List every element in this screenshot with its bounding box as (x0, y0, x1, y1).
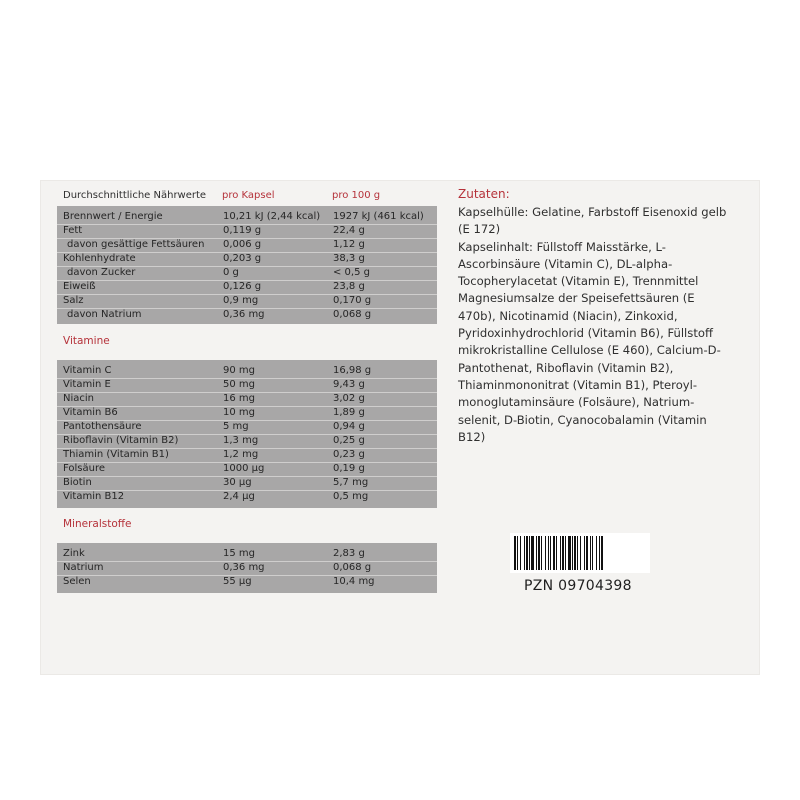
row-per-capsule: 0,006 g (223, 239, 262, 250)
row-per-100g: 0,94 g (333, 421, 365, 432)
barcode-bar (524, 536, 525, 570)
row-per-capsule: 0,126 g (223, 281, 262, 292)
row-per-capsule: 0,36 mg (223, 309, 265, 320)
row-per-capsule: 0,119 g (223, 225, 262, 236)
row-per-capsule: 5 mg (223, 421, 249, 432)
ingredients-title: Zutaten: (458, 187, 510, 201)
barcode-bar (529, 536, 530, 570)
barcode-bar (572, 536, 573, 570)
row-per-capsule: 2,4 µg (223, 491, 255, 502)
row-name: Natrium (63, 562, 104, 573)
minerals-table (57, 543, 437, 593)
row-per-100g: 9,43 g (333, 379, 365, 390)
barcode-bar (560, 536, 561, 570)
row-per-100g: 0,170 g (333, 295, 372, 306)
row-per-100g: 23,8 g (333, 281, 365, 292)
barcode-bar (590, 536, 591, 570)
per-100g-header: pro 100 g (332, 190, 381, 201)
barcode-bar (565, 536, 566, 570)
barcode-bar (580, 536, 581, 570)
row-per-100g: 2,83 g (333, 548, 365, 559)
barcode-bar (541, 536, 542, 570)
row-per-capsule: 1000 µg (223, 463, 265, 474)
row-per-100g: 22,4 g (333, 225, 365, 236)
barcode-bar (545, 536, 546, 570)
row-name: Vitamin E (63, 379, 111, 390)
row-per-capsule: 0,203 g (223, 253, 262, 264)
vitamins-title: Vitamine (63, 335, 110, 347)
barcode-bar (596, 536, 597, 570)
per-capsule-header: pro Kapsel (222, 190, 275, 201)
row-name: Selen (63, 576, 91, 587)
ingredients-shell: Kapselhülle: Gelatine, Farbstoff Eisenoxid gelb (E 172) (458, 205, 727, 237)
row-per-100g: 5,7 mg (333, 477, 369, 488)
barcode-bar (550, 536, 551, 570)
barcode-bar (517, 536, 518, 570)
barcode-bar (599, 536, 600, 570)
nutrition-header-label: Durchschnittliche Nährwerte (63, 190, 207, 201)
barcode-bar (574, 536, 576, 570)
row-per-100g: < 0,5 g (333, 267, 370, 278)
row-per-100g: 0,19 g (333, 463, 365, 474)
barcode-bar (526, 536, 528, 570)
row-per-capsule: 10,21 kJ (2,44 kcal) (223, 211, 321, 222)
row-name: Vitamin C (63, 365, 112, 376)
row-name: Brennwert / Energie (63, 211, 163, 222)
row-per-100g: 1,89 g (333, 407, 365, 418)
row-name: Niacin (63, 393, 95, 404)
barcode-bar (514, 536, 516, 570)
row-name: Kohlenhydrate (63, 253, 136, 264)
row-name: davon Zucker (67, 267, 136, 278)
row-per-100g: 38,3 g (333, 253, 365, 264)
row-name: davon Natrium (67, 309, 142, 320)
barcode-bar (592, 536, 593, 570)
ingredients-content: Kapselinhalt: Füllstoff Maisstärke, L-Ascorbinsäure (Vitamin C), DL-alpha-Tocopherylacetat (Vitamin E), Trennmittel Magnesiumsalze der Speisefettsäuren (E 470b), Nicotinamid (Niacin), Zinkoxid, Pyridoxinhydrochlorid (Vitamin B6), Füllstoff mikrokristalline Cellulose (E 460), Calcium-D-Pantothenat, Riboflavin (Vitamin B2), Thiaminmononitrat (Vitamin B1), Pteroyl-monoglutaminsäure (Folsäure), Natrium-selenit, D-Biotin, Cyanocobalamin (Vitamin B12) (458, 239, 721, 444)
row-per-capsule: 0,36 mg (223, 562, 265, 573)
barcode-bar (553, 536, 555, 570)
row-per-capsule: 90 mg (223, 365, 255, 376)
barcode-bar (584, 536, 585, 570)
barcode-bar (568, 536, 571, 570)
pzn-number: PZN 09704398 (524, 578, 632, 594)
barcode-bar (556, 536, 557, 570)
row-name: Vitamin B12 (63, 491, 125, 502)
row-name: Zink (63, 548, 85, 559)
row-per-100g: 0,23 g (333, 449, 365, 460)
row-per-100g: 3,02 g (333, 393, 365, 404)
barcode-bar (538, 536, 540, 570)
row-name: Eiweiß (63, 281, 96, 292)
barcode-bar (601, 536, 603, 570)
row-per-100g: 1927 kJ (461 kcal) (333, 211, 424, 222)
row-per-capsule: 16 mg (223, 393, 255, 404)
row-name: Thiamin (Vitamin B1) (63, 449, 169, 460)
barcode-bar (520, 536, 521, 570)
row-name: Vitamin B6 (63, 407, 118, 418)
row-per-capsule: 55 µg (223, 576, 252, 587)
barcode-bar (577, 536, 578, 570)
row-per-capsule: 10 mg (223, 407, 255, 418)
row-per-100g: 0,068 g (333, 309, 372, 320)
row-per-100g: 0,068 g (333, 562, 372, 573)
barcode-bar (536, 536, 537, 570)
row-per-capsule: 0,9 mg (223, 295, 259, 306)
barcode-bar (548, 536, 549, 570)
row-name: Pantothensäure (63, 421, 142, 432)
row-per-100g: 16,98 g (333, 365, 372, 376)
barcode-bar (531, 536, 534, 570)
row-name: Fett (63, 225, 83, 236)
row-per-100g: 0,5 mg (333, 491, 369, 502)
row-per-capsule: 30 µg (223, 477, 252, 488)
row-per-capsule: 15 mg (223, 548, 255, 559)
barcode-bars (510, 533, 650, 573)
row-per-100g: 0,25 g (333, 435, 365, 446)
row-per-capsule: 1,3 mg (223, 435, 259, 446)
row-name: Folsäure (63, 463, 106, 474)
nutrition-table (57, 206, 437, 324)
row-per-capsule: 0 g (223, 267, 239, 278)
barcode-bar (586, 536, 588, 570)
row-per-capsule: 50 mg (223, 379, 255, 390)
row-name: Biotin (63, 477, 92, 488)
barcode-bar (562, 536, 564, 570)
row-per-100g: 1,12 g (333, 239, 365, 250)
row-per-capsule: 1,2 mg (223, 449, 259, 460)
row-name: Salz (63, 295, 84, 306)
barcode (510, 533, 650, 573)
minerals-title: Mineralstoffe (63, 518, 132, 530)
row-name: Riboflavin (Vitamin B2) (63, 435, 179, 446)
ingredients-text (458, 204, 730, 446)
row-per-100g: 10,4 mg (333, 576, 375, 587)
vitamins-table (57, 360, 437, 508)
row-name: davon gesättige Fettsäuren (67, 239, 205, 250)
